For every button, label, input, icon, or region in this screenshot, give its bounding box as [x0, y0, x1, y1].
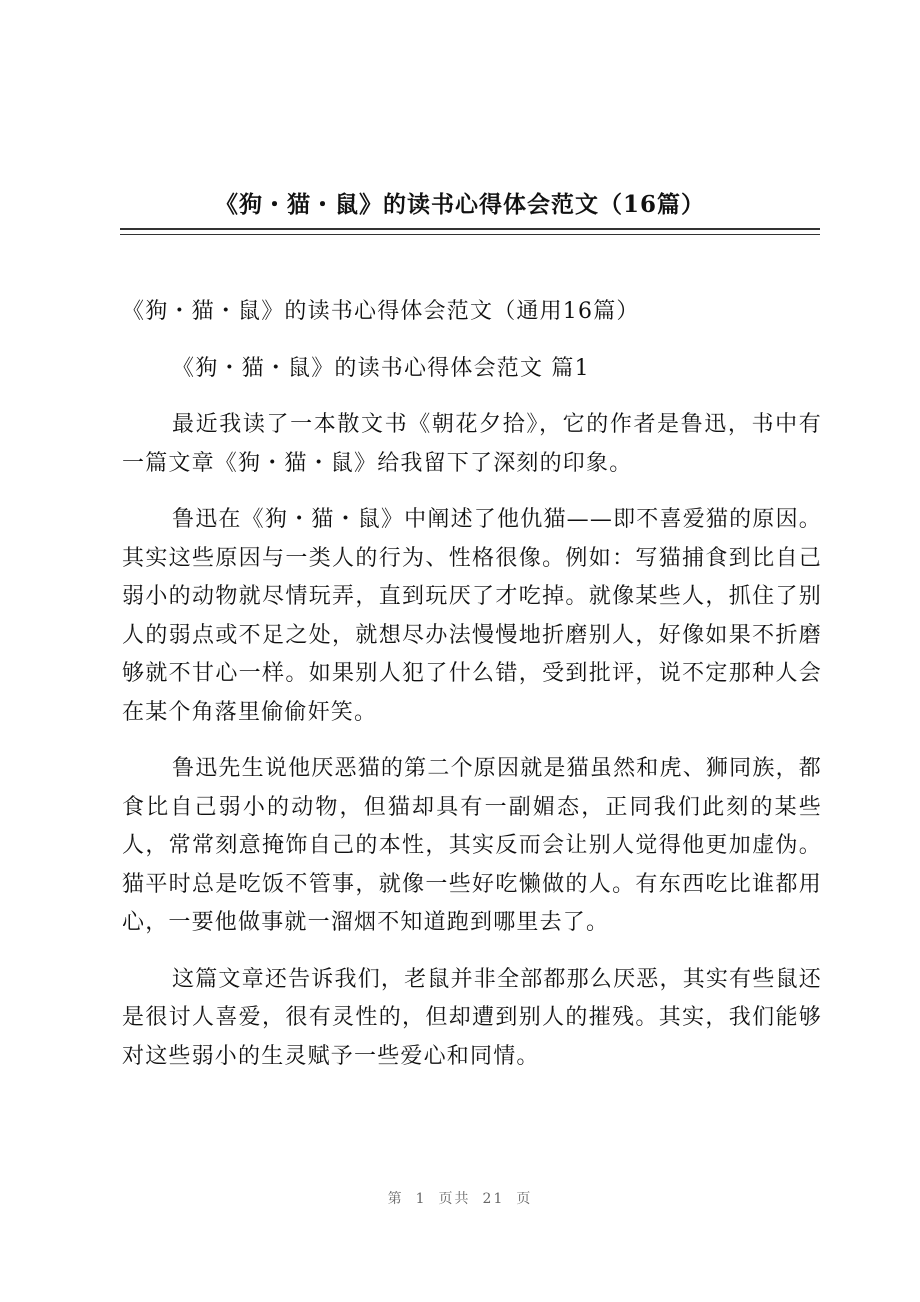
- document-subtitle: 《狗・猫・鼠》的读书心得体会范文（通用16篇）: [122, 299, 640, 324]
- footer-total-pages: 21: [482, 1191, 505, 1207]
- paragraph-4: 这篇文章还告诉我们，老鼠并非全部都那么厌恶，其实有些鼠还是很讨人喜爱，很有灵性的，但却遭到别人的摧残。其实，我们能够对这些弱小的生灵赋予一些爱心和同情。: [122, 966, 822, 1069]
- document-title: 《狗・猫・鼠》的读书心得体会范文（16篇）: [214, 191, 705, 218]
- title-rule-thin: [120, 234, 820, 235]
- paragraph-3: 鲁迅先生说他厌恶猫的第二个原因就是猫虽然和虎、狮同族，都食比自己弱小的动物，但猫却具有一副媚态，正同我们此刻的某些人，常常刻意掩饰自己的本性，其实反而会让别人觉得他更加虚伪。猫平时总是吃饭不管事，就像一些好吃懒做的人。有东西吃比谁都用心，一要他做事就一溜烟不知道跑到哪里去了。: [122, 756, 822, 935]
- title-rule-thick: [120, 228, 820, 230]
- footer-suffix: 页: [516, 1191, 533, 1207]
- footer-page-number: 1: [415, 1191, 427, 1207]
- footer-prefix: 第: [387, 1191, 404, 1207]
- section-heading: 《狗・猫・鼠》的读书心得体会范文 篇1: [172, 355, 590, 381]
- page-footer: [0, 1188, 920, 1208]
- paragraph-2: 鲁迅在《狗・猫・鼠》中阐述了他仇猫——即不喜爱猫的原因。其实这些原因与一类人的行为、性格很像。例如：写猫捕食到比自己弱小的动物就尽情玩弄，直到玩厌了才吃掉。就像某些人，抓住了别人的弱点或不足之处，就想尽办法慢慢地折磨别人，好像如果不折磨够就不甘心一样。如果别人犯了什么错，受到批评，说不定那种人会在某个角落里偷偷奸笑。: [122, 507, 822, 725]
- document-body: [122, 293, 822, 1094]
- footer-middle: 页共: [438, 1191, 471, 1207]
- paragraph-1: 最近我读了一本散文书《朝花夕拾》，它的作者是鲁迅，书中有一篇文章《狗・猫・鼠》给我留下了深刻的印象。: [122, 412, 822, 476]
